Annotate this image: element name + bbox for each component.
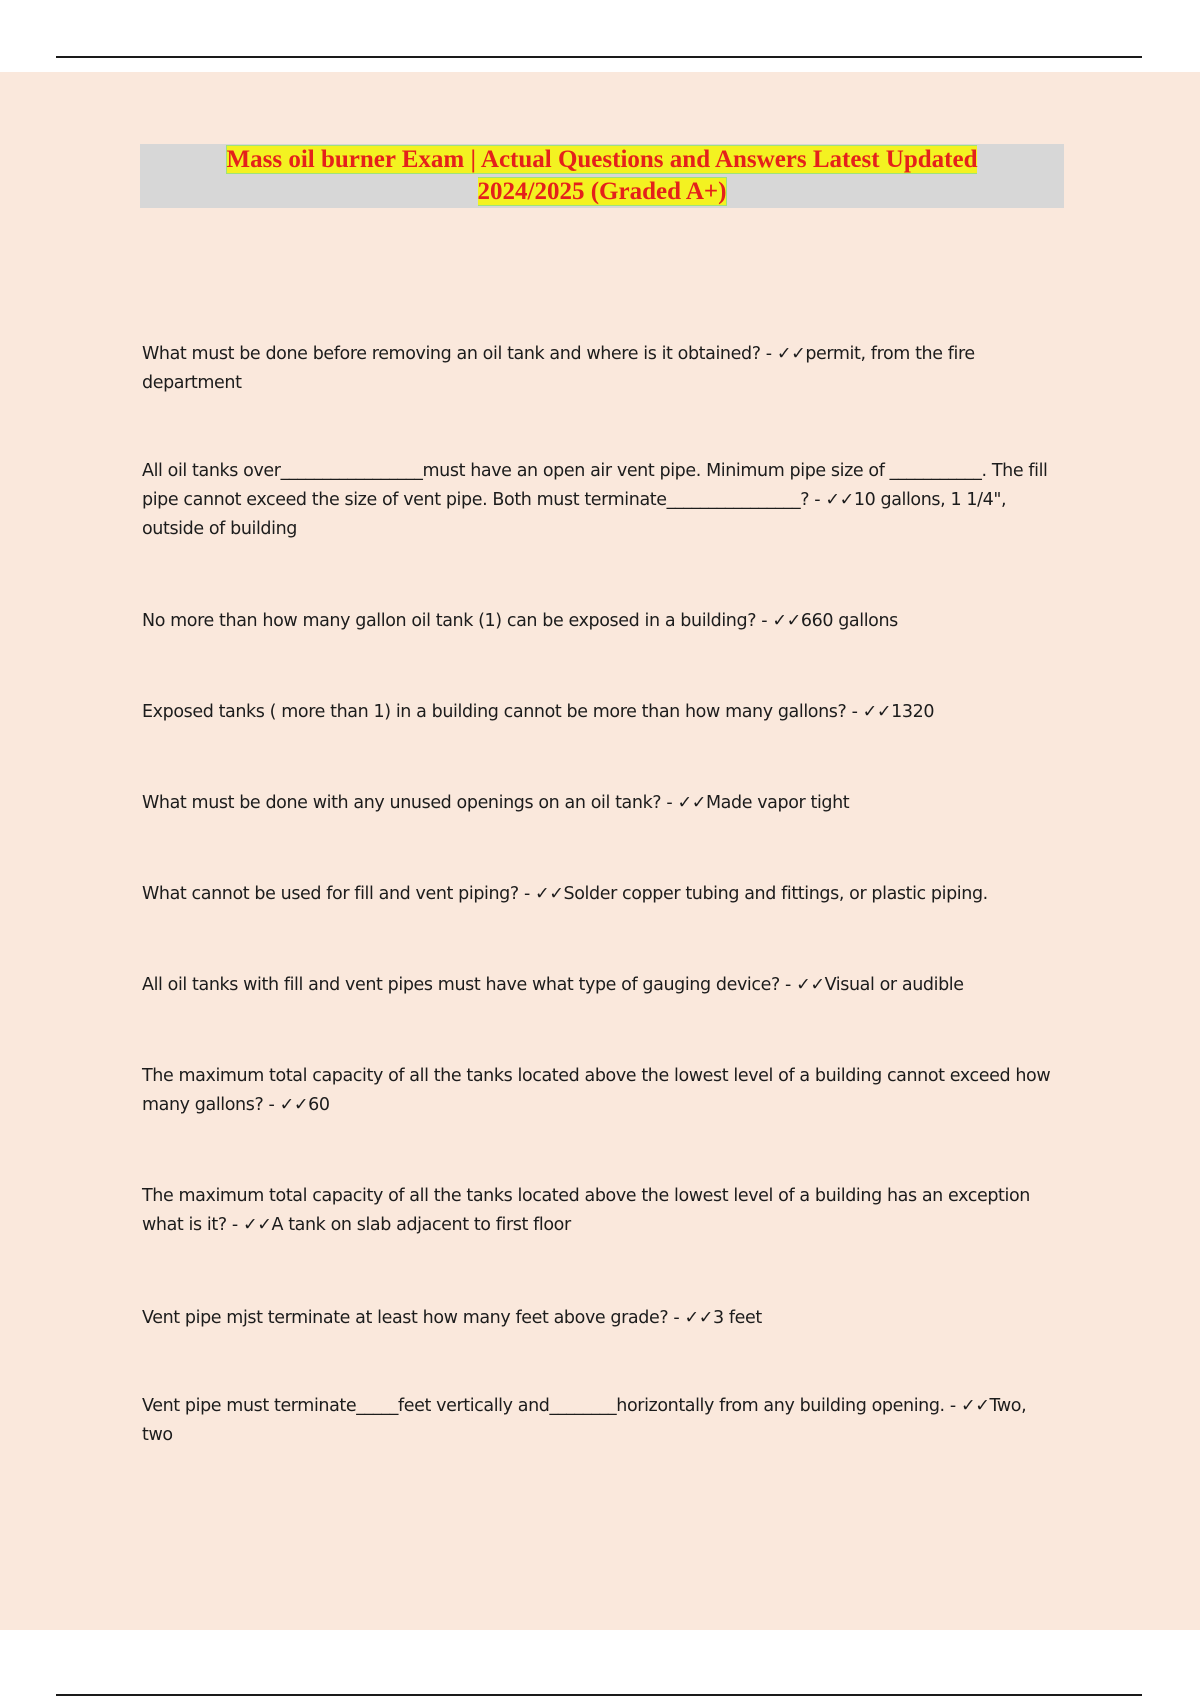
- qa-item-7: All oil tanks with fill and vent pipes must have what type of gauging device? - ✓✓Visual or audible: [142, 975, 964, 995]
- qa-item-1: What must be done before removing an oil tank and where is it obtained? - ✓✓permit, from the fire department: [142, 344, 975, 393]
- qa-item-9: The maximum total capacity of all the tanks located above the lowest level of a building has an exception what is it? - ✓✓A tank on slab adjacent to first floor: [142, 1186, 1030, 1235]
- qa-item-5: What must be done with any unused openings on an oil tank? - ✓✓Made vapor tight: [142, 793, 850, 813]
- top-rule: [56, 56, 1142, 58]
- qa-item-2: All oil tanks over_________________must have an open air vent pipe. Minimum pipe size of ___________. The fill pipe cannot exceed the size of vent pipe. Both must terminate________________? - ✓✓10 gallons, 1 1/4", outside of building: [142, 461, 1048, 539]
- qa-item-8: The maximum total capacity of all the tanks located above the lowest level of a building cannot exceed how many gallons? - ✓✓60: [142, 1066, 1051, 1115]
- qa-item-6: What cannot be used for fill and vent piping? - ✓✓Solder copper tubing and fittings, or plastic piping.: [142, 884, 988, 904]
- document-title-text: Mass oil burner Exam | Actual Questions and Answers Latest Updated 2024/2025 (Graded A+): [226, 146, 978, 205]
- bottom-rule: [56, 1694, 1142, 1696]
- title-band: [140, 144, 1064, 208]
- document-title: [177, 144, 1027, 208]
- qa-item-4: Exposed tanks ( more than 1) in a building cannot be more than how many gallons? - ✓✓1320: [142, 702, 935, 722]
- qa-item-3: No more than how many gallon oil tank (1) can be exposed in a building? - ✓✓660 gallons: [142, 611, 898, 631]
- qa-item-11: Vent pipe must terminate_____feet vertically and________horizontally from any building opening. - ✓✓Two, two: [142, 1396, 1027, 1445]
- qa-item-10: Vent pipe mjst terminate at least how many feet above grade? - ✓✓3 feet: [142, 1308, 762, 1328]
